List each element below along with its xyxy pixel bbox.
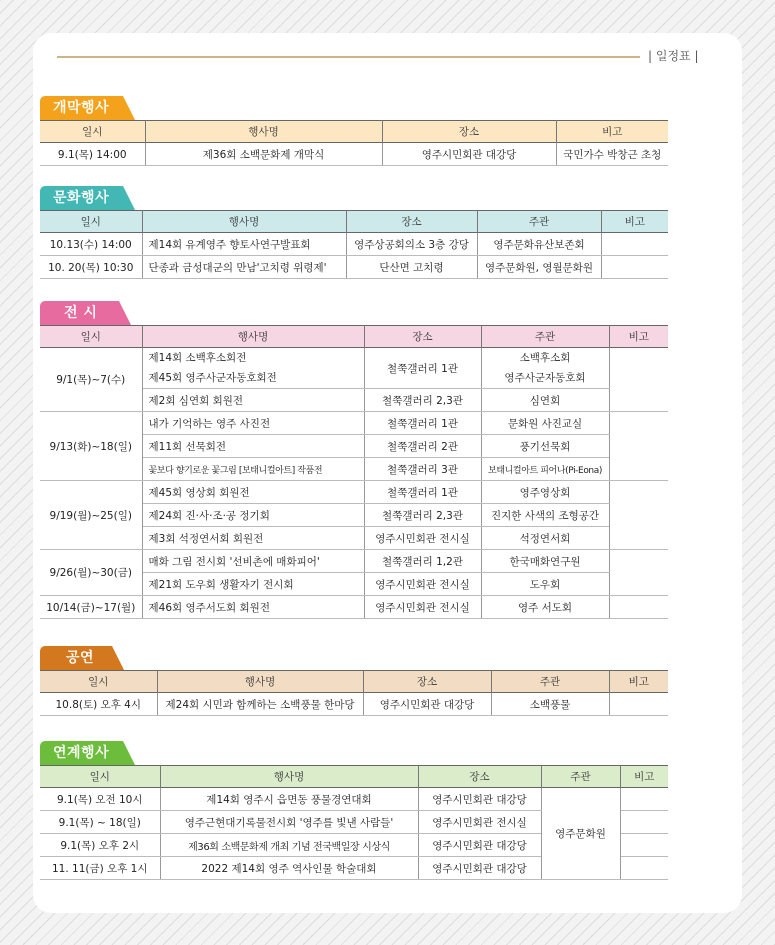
cell-name: 제46회 영주서도회 회원전	[142, 596, 364, 619]
cell-host: 영주 서도회	[481, 596, 609, 619]
col-header: 주관	[491, 671, 609, 693]
cell-date: 9/19(월)~25(일)	[40, 481, 142, 550]
cell-name	[142, 348, 364, 389]
cell-name: 제24회 진·사·조·공 정기회	[142, 504, 364, 527]
cell-date: 9.1(목) 오전 10시	[40, 788, 160, 811]
table-row	[40, 550, 668, 573]
cell-date: 11. 11(금) 오후 1시	[40, 857, 160, 880]
cell-place: 단산면 고치령	[346, 256, 477, 279]
cell-place: 영주시민회관 대강당	[418, 857, 541, 880]
cell-place: 철쭉갤러리 2,3관	[364, 389, 481, 412]
cell-place: 영주시민회관 대강당	[418, 788, 541, 811]
cell-note	[620, 788, 668, 811]
cell-host: 영주문화원	[541, 788, 620, 880]
col-header: 주관	[481, 326, 609, 348]
section-exhibition	[40, 301, 668, 619]
cell-date: 9/26(월)~30(금)	[40, 550, 142, 596]
table-row	[40, 481, 668, 504]
cell-host: 영주영상회	[481, 481, 609, 504]
cell-place: 철쭉갤러리 3관	[364, 458, 481, 481]
cell-name: 영주근현대기록물전시회 '영주를 빛낸 사람들'	[160, 811, 418, 834]
section-performance	[40, 646, 668, 716]
cell-note	[609, 693, 668, 716]
cell-note	[620, 834, 668, 857]
table-row	[40, 143, 668, 166]
col-header: 일시	[40, 211, 142, 233]
table-row	[40, 596, 668, 619]
cell-host: 진지한 사색의 조형공간	[481, 504, 609, 527]
col-header: 일시	[40, 121, 145, 143]
cell-date: 10.13(수) 14:00	[40, 233, 142, 256]
cell-date: 9.1(목) ~ 18(일)	[40, 811, 160, 834]
cell-host: 영주문화원, 영월문화원	[477, 256, 601, 279]
cell-name: 제21회 도우회 생활자기 전시회	[142, 573, 364, 596]
cell-date: 9/13(화)~18(일)	[40, 412, 142, 481]
cell-date: 10/14(금)~17(월)	[40, 596, 142, 619]
cell-date: 9.1(목) 오후 2시	[40, 834, 160, 857]
section-linked	[40, 741, 668, 880]
cell-place: 철쭉갤러리 1관	[364, 412, 481, 435]
section-title-culture: 문화행사	[40, 186, 123, 210]
cell-host: 심연회	[481, 389, 609, 412]
col-header: 장소	[346, 211, 477, 233]
cell-place: 영주시민회관 대강당	[363, 693, 491, 716]
col-header: 행사명	[157, 671, 363, 693]
table-row	[40, 412, 668, 435]
cell-host: 영주문화유산보존회	[477, 233, 601, 256]
table-header-row	[40, 671, 668, 693]
cell-note	[609, 481, 668, 550]
cell-host: 보태니컬아트 피어나(Pi-Eona)	[481, 458, 609, 481]
table-culture	[40, 210, 668, 279]
table-row	[40, 788, 668, 811]
col-header: 장소	[363, 671, 491, 693]
name-line: 제14회 소백후소회전	[148, 352, 247, 364]
cell-name: 제3회 석정연서회 회원전	[142, 527, 364, 550]
cell-name: 2022 제14회 영주 역사인물 학술대회	[160, 857, 418, 880]
cell-place: 영주시민회관 대강당	[418, 834, 541, 857]
cell-note	[601, 233, 668, 256]
cell-host: 도우회	[481, 573, 609, 596]
cell-place: 영주시민회관 전시실	[364, 573, 481, 596]
section-title-exhibition: 전 시	[40, 301, 119, 325]
table-row	[40, 693, 668, 716]
table-header-row	[40, 766, 668, 788]
col-header: 일시	[40, 766, 160, 788]
cell-name: 제14회 영주시 읍면동 풍물경연대회	[160, 788, 418, 811]
cell-note: 국민가수 박창근 초청	[556, 143, 668, 166]
cell-note	[609, 596, 668, 619]
col-header: 장소	[418, 766, 541, 788]
cell-place: 철쭉갤러리 2관	[364, 435, 481, 458]
cell-name: 제36회 소백문화제 개최 기념 전국백일장 시상식	[160, 834, 418, 857]
cell-place: 영주시민회관 대강당	[382, 143, 556, 166]
cell-name: 제45회 영상회 회원전	[142, 481, 364, 504]
cell-place: 철쭉갤러리 2,3관	[364, 504, 481, 527]
cell-date: 10. 20(목) 10:30	[40, 256, 142, 279]
cell-host: 풍기선묵회	[481, 435, 609, 458]
col-header: 비고	[556, 121, 668, 143]
host-line: 영주사군자동호회	[504, 372, 586, 384]
cell-name: 제36회 소백문화제 개막식	[145, 143, 382, 166]
cell-host	[481, 348, 609, 389]
cell-place: 철쭉갤러리 1관	[364, 348, 481, 389]
col-header: 장소	[364, 326, 481, 348]
col-header: 일시	[40, 671, 157, 693]
cell-note	[620, 857, 668, 880]
cell-date: 10.8(토) 오후 4시	[40, 693, 157, 716]
col-header: 일시	[40, 326, 142, 348]
cell-name: 내가 기억하는 영주 사진전	[142, 412, 364, 435]
section-title-opening: 개막행사	[40, 96, 123, 120]
section-title-linked: 연계행사	[40, 741, 123, 765]
cell-place: 철쭉갤러리 1관	[364, 481, 481, 504]
table-exhibition	[40, 325, 668, 619]
cell-place: 영주시민회관 전시실	[418, 811, 541, 834]
cell-date: 9.1(목) 14:00	[40, 143, 145, 166]
cell-note	[601, 256, 668, 279]
col-header: 행사명	[160, 766, 418, 788]
table-row	[40, 233, 668, 256]
cell-host: 한국매화연구원	[481, 550, 609, 573]
cell-name: 제24회 시민과 함께하는 소백풍물 한마당	[157, 693, 363, 716]
cell-date: 9/1(목)~7(수)	[40, 348, 142, 412]
table-linked	[40, 765, 668, 880]
col-header: 비고	[601, 211, 668, 233]
name-line: 제45회 영주사군자동호회전	[148, 372, 277, 384]
cell-place: 영주상공회의소 3층 강당	[346, 233, 477, 256]
table-row	[40, 256, 668, 279]
table-header-row	[40, 121, 668, 143]
cell-host: 석정연서회	[481, 527, 609, 550]
table-row	[40, 348, 668, 389]
table-header-row	[40, 211, 668, 233]
col-header: 행사명	[145, 121, 382, 143]
col-header: 장소	[382, 121, 556, 143]
cell-note	[609, 412, 668, 481]
cell-note	[620, 811, 668, 834]
cell-name: 제11회 선묵회전	[142, 435, 364, 458]
section-opening	[40, 96, 668, 166]
cell-host: 소백풍물	[491, 693, 609, 716]
col-header: 행사명	[142, 326, 364, 348]
cell-name: 단종과 금성대군의 만남'고치령 위령제'	[142, 256, 346, 279]
cell-place: 영주시민회관 전시실	[364, 527, 481, 550]
col-header: 행사명	[142, 211, 346, 233]
col-header: 주관	[477, 211, 601, 233]
section-culture	[40, 186, 668, 279]
cell-host: 문화원 사진교실	[481, 412, 609, 435]
cell-note	[609, 550, 668, 596]
cell-place: 영주시민회관 전시실	[364, 596, 481, 619]
col-header: 비고	[620, 766, 668, 788]
col-header: 비고	[609, 326, 668, 348]
table-opening	[40, 120, 668, 166]
section-title-performance: 공연	[40, 646, 112, 670]
table-performance	[40, 670, 668, 716]
cell-name: 꽃보다 향기로운 꽃그림 [보태니컬아트] 작품전	[142, 458, 364, 481]
table-header-row	[40, 326, 668, 348]
cell-name: 매화 그림 전시회 '선비촌에 매화피어'	[142, 550, 364, 573]
col-header: 주관	[541, 766, 620, 788]
cell-name: 제14회 유계영주 향토사연구발표회	[142, 233, 346, 256]
header-label: | 일정표 |	[648, 49, 699, 63]
cell-note	[609, 348, 668, 412]
col-header: 비고	[609, 671, 668, 693]
cell-place: 철쭉갤러리 1,2관	[364, 550, 481, 573]
header-rule	[57, 56, 640, 58]
cell-name: 제2회 심연회 회원전	[142, 389, 364, 412]
host-line: 소백후소회	[519, 352, 571, 364]
